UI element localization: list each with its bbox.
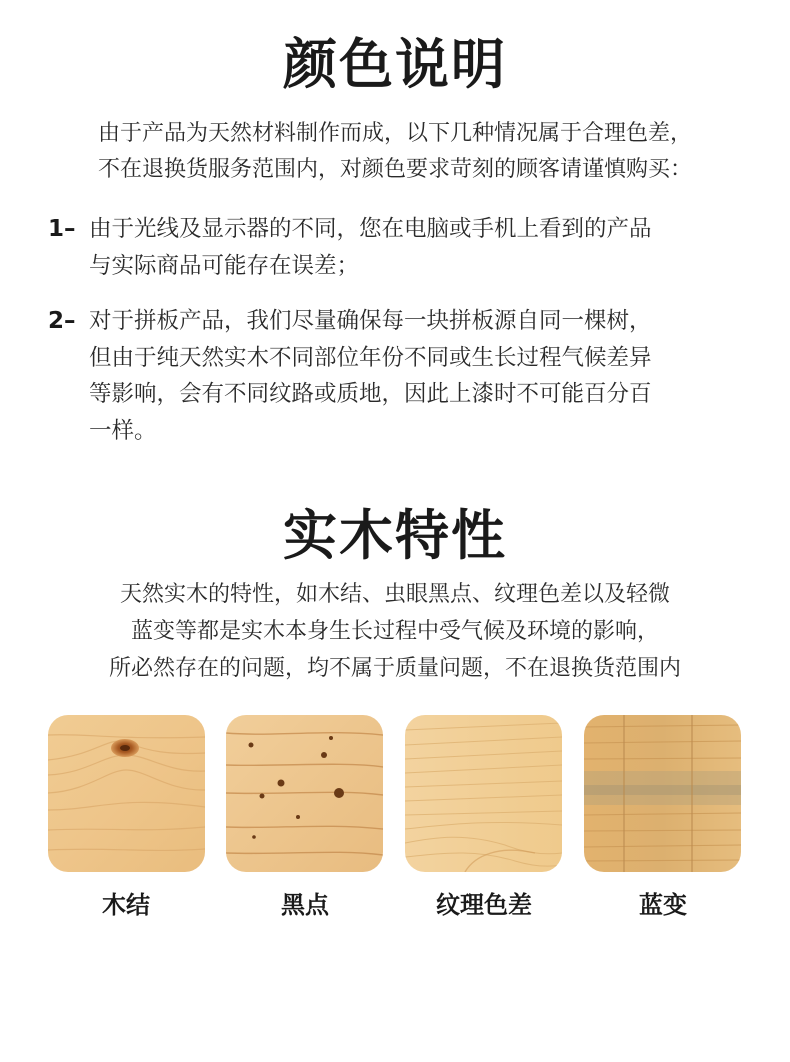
note-line: 等影响，会有不同纹路或质地，因此上漆时不可能百分百 [89, 381, 652, 407]
intro-line: 所必然存在的问题，均不属于质量问题，不在退换货范围内 [108, 656, 681, 681]
intro-line: 不在退换货服务范围内，对颜色要求苛刻的顾客请谨慎购买： [97, 157, 692, 182]
color-section-intro [0, 116, 790, 188]
wood-section-title: 实木特性 [283, 504, 507, 567]
wood-blue-stain-photo [584, 715, 741, 872]
sample-label-knot: 木结 [102, 891, 150, 919]
wood-black-spots-photo [226, 715, 383, 872]
intro-line: 天然实木的特性，如木结、虫眼黑点、纹理色差以及轻微 [119, 582, 670, 607]
wood-grain-color-difference-photo [405, 715, 562, 872]
wood-knot-photo [48, 715, 205, 872]
intro-line: 由于产品为天然材料制作而成，以下几种情况属于合理色差， [97, 121, 692, 146]
sample-label-blue-stain: 蓝变 [639, 891, 687, 919]
note-line: 但由于纯天然实木不同部位年份不同或生长过程气候差异 [89, 344, 652, 371]
sample-label-black-spots: 黑点 [281, 891, 329, 919]
note-item-2 [48, 303, 758, 449]
intro-line: 蓝变等都是实木本身生长过程中受气候及环境的影响， [130, 619, 659, 644]
wood-section-intro [0, 576, 790, 687]
color-section-title: 颜色说明 [283, 33, 507, 96]
note-line: 对于拼板产品，我们尽量确保每一块拼板源自同一棵树， [89, 308, 652, 334]
note-number: 1– [48, 216, 76, 242]
note-number: 2– [48, 308, 76, 334]
note-item-1 [48, 211, 758, 284]
sample-label-grain-color: 纹理色差 [436, 891, 532, 919]
note-line: 一样。 [89, 417, 157, 444]
note-line: 由于光线及显示器的不同，您在电脑或手机上看到的产品 [89, 216, 652, 242]
note-line: 与实际商品可能存在误差； [89, 252, 360, 279]
